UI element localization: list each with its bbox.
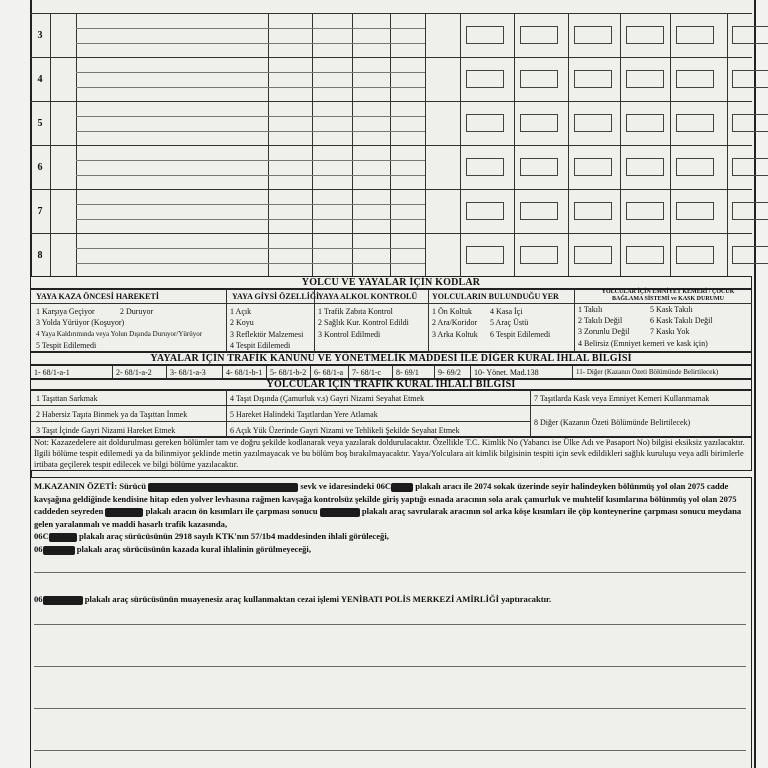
checkbox[interactable] — [676, 158, 714, 176]
belt-2: 2 Takılı Değil — [578, 316, 623, 325]
passenger-violation-5: 5 Hareket Halindeki Taşıtlardan Yere Atlamak — [230, 410, 378, 419]
law-code: 4- 68/1-b-1 — [226, 368, 263, 377]
pre-accident-5: 5 Tespit Edilemedi — [36, 341, 97, 350]
row-number: 6 — [37, 162, 43, 173]
belt-header: YOLCULAR İÇİN EMNİYET KEMERİ / ÇOCUK BAĞLAMA SİSTEMİ ve KASK DURUMU — [601, 289, 735, 302]
checkbox[interactable] — [732, 202, 768, 220]
grid-row — [30, 189, 752, 234]
seat-5: 5 Araç Üstü — [490, 318, 529, 327]
law-code: 8- 69/1 — [396, 368, 419, 377]
law-code: 10- Yönet. Mad.138 — [474, 368, 539, 377]
seat-header: YOLCULARIN BULUNDUĞU YER — [432, 292, 559, 301]
passenger-violation-6: 6 Açık Yük Üzerinde Gayri Nizami ve Tehlikeli Şekilde Seyahat Etmek — [230, 426, 460, 435]
checkbox[interactable] — [520, 26, 558, 44]
belt-6: 6 Kask Takılı Değil — [650, 316, 713, 325]
checkbox[interactable] — [574, 202, 612, 220]
row-number: 5 — [37, 118, 43, 129]
redacted-plate — [49, 533, 77, 542]
clothing-1: 1 Açık — [230, 307, 252, 316]
redacted-plate — [105, 508, 143, 517]
grid-row — [30, 101, 752, 146]
grid-row — [30, 57, 752, 102]
seat-6: 6 Tespit Edilemedi — [490, 330, 551, 339]
checkbox[interactable] — [676, 114, 714, 132]
checkbox[interactable] — [676, 246, 714, 264]
seat-4: 4 Kasa İçi — [490, 307, 523, 316]
checkbox[interactable] — [626, 70, 664, 88]
grid-row — [30, 233, 752, 278]
alcohol-2: 2 Sağlık Kur. Kontrol Edildi — [318, 318, 409, 327]
passenger-violation-8: 8 Diğer (Kazanın Özeti Bölümünde Belirtilecek) — [534, 418, 691, 427]
law-code: 1- 68/1-a-1 — [34, 368, 70, 377]
passenger-violation-2: 2 Habersiz Taşıta Binmek ya da Taşıttan İnmek — [36, 410, 188, 419]
alcohol-header: YAYA ALKOL KONTROLÜ — [318, 292, 418, 301]
checkbox[interactable] — [466, 202, 504, 220]
grid-row — [30, 145, 752, 190]
seat-1: 1 Ön Koltuk — [432, 307, 472, 316]
checkbox[interactable] — [732, 158, 768, 176]
pre-accident-3: 3 Yolda Yürüyor (Koşuyor) — [36, 318, 125, 327]
checkbox[interactable] — [466, 246, 504, 264]
redacted-plate — [43, 596, 83, 605]
summary-title: M.KAZANIN ÖZETİ: — [34, 481, 118, 491]
codes-title: YOLCU VE YAYALAR İÇİN KODLAR — [301, 277, 481, 288]
clothing-4: 4 Tespit Edilemedi — [230, 341, 291, 350]
belt-5: 5 Kask Takılı — [650, 305, 693, 314]
row-number: 4 — [37, 74, 43, 85]
checkbox[interactable] — [732, 70, 768, 88]
passenger-title: YOLCULAR İÇİN TRAFİK KURAL İHLALİ BİLGİSİ — [266, 379, 516, 390]
checkbox[interactable] — [676, 70, 714, 88]
pre-accident-header: YAYA KAZA ÖNCESİ HAREKETİ — [36, 292, 159, 301]
checkbox[interactable] — [520, 114, 558, 132]
redacted-plate — [320, 508, 360, 517]
law-code: 2- 68/1-a-2 — [116, 368, 152, 377]
checkbox[interactable] — [626, 158, 664, 176]
passenger-violation-3: 3 Taşıt İçinde Gayri Nizami Hareket Etmek — [36, 426, 176, 435]
row-number: 3 — [37, 30, 43, 41]
pre-accident-1: 1 Karşıya Geçiyor — [36, 307, 95, 316]
pre-accident-4: 4 Yaya Kaldırımında veya Yolun Dışında Duruyor/Yürüyor — [36, 330, 203, 338]
checkbox[interactable] — [676, 202, 714, 220]
checkbox[interactable] — [574, 246, 612, 264]
law-code: 5- 68/1-b-2 — [270, 368, 307, 377]
redacted-name — [148, 483, 298, 492]
checkbox[interactable] — [626, 114, 664, 132]
note-text: Not: Kazazedelere ait doldurulması gereken bölümler tam ve doğru şekilde kodlanarak veya yazılarak doldurulacaktır. Özellikle T.C. Kimlik No (Yabancı ise Ülke Adı ve Pasaport No) bilgisi eksiksiz yazılacaktır. İlgili bölüme tespit edilemedi ya da bilinmiyor şeklinde metin yazılmayacak ve bu bölüm boş bırakılmayacaktır. Yaya/Yolculara ait kimlik bilgisinin tespiti için sevk edildikleri sağlık kuruluşu veya adli birimlerle irtibata geçilerek tespit edilecek ve bilgi bölüme yazılacaktır. — [34, 438, 745, 469]
belt-3: 3 Zorunlu Değil — [578, 327, 630, 336]
redacted-plate — [43, 546, 75, 555]
checkbox[interactable] — [466, 26, 504, 44]
law-title: YAYALAR İÇİN TRAFİK KANUNU VE YÖNETMELİK MADDESİ İLE DİĞER KURAL İHLAL BİLGİSİ — [150, 353, 632, 364]
clothing-3: 3 Reflektör Malzemesi — [230, 330, 304, 339]
checkbox[interactable] — [732, 246, 768, 264]
seat-3: 3 Arka Koltuk — [432, 330, 478, 339]
law-code: 11- Diğer (Kazanın Özeti Bölümünde Belirtilecek) — [576, 368, 719, 376]
passenger-violation-7: 7 Taşıtlarda Kask veya Emniyet Kemeri Kullanmamak — [534, 394, 710, 403]
checkbox[interactable] — [520, 158, 558, 176]
checkbox[interactable] — [574, 70, 612, 88]
belt-1: 1 Takılı — [578, 305, 603, 314]
checkbox[interactable] — [574, 158, 612, 176]
checkbox[interactable] — [574, 26, 612, 44]
law-code: 7- 68/1-c — [352, 368, 382, 377]
accident-summary: M.KAZANIN ÖZETİ: Sürücü sevk ve idaresindeki 06C plakalı aracı ile 2074 sokak üzerinde seyir halindeyken bölünmüş yol olan 2075 cadde kavşağına geldiğinde kendisine hitap eden yolver levhasına rağmen kavşağa kontrolsüz şekilde giriş yaptığı esnada aracının sola arak çamurluk ve muhtelif kısımlarına bölünmüş yol olan 2075 caddeden seyreden plakalı aracın ön kısımları ile çarpması sonucu plakalı araç savrularak aracının sol arka köşe kısımları ile çöp konteynerine çarpması sonucu meydana gelen yaralanmalı ve maddi hasarlı trafik kazasında, 06C plakalı araç sürücüsünün 2918 sayılı KTK'nın 57/1b4 maddesinden ihlali görüleceği, 06 plakalı araç sürücüsünün kazada kural ihlalinin görülmeyeceği, 06 plakalı araç sürücüsünün muayenesiz araç kullanmaktan cezai işlemi YENİBATI POLİS MERKEZİ AMİRLİĞİ yaptıracaktır. — [34, 481, 742, 605]
passenger-violation-4: 4 Taşıt Dışında (Çamurluk v.s) Gayri Nizami Seyahat Etmek — [230, 394, 425, 403]
grid-row — [30, 13, 752, 58]
checkbox[interactable] — [732, 26, 768, 44]
alcohol-1: 1 Trafik Zabıta Kontrol — [318, 307, 393, 316]
pre-accident-2: 2 Duruyor — [120, 307, 154, 316]
checkbox[interactable] — [466, 114, 504, 132]
checkbox[interactable] — [520, 70, 558, 88]
seat-2: 2 Ara/Koridor — [432, 318, 478, 327]
checkbox[interactable] — [626, 26, 664, 44]
law-code: 3- 68/1-a-3 — [170, 368, 206, 377]
row-number: 8 — [37, 250, 43, 261]
checkbox[interactable] — [466, 158, 504, 176]
clothing-header: YAYA GİYSİ ÖZELLİĞİ — [232, 292, 320, 301]
law-code: 9- 69/2 — [438, 368, 461, 377]
row-number: 7 — [37, 206, 43, 217]
belt-4: 4 Belirsiz (Emniyet kemeri ve kask için) — [578, 339, 708, 348]
belt-7: 7 Kaskı Yok — [650, 327, 690, 336]
redacted-plate — [391, 483, 413, 492]
checkbox[interactable] — [520, 246, 558, 264]
checkbox[interactable] — [574, 114, 612, 132]
law-code: 6- 68/1-a — [314, 368, 344, 377]
clothing-2: 2 Koyu — [230, 318, 254, 327]
checkbox[interactable] — [466, 70, 504, 88]
alcohol-3: 3 Kontrol Edilmedi — [318, 330, 381, 339]
checkbox[interactable] — [732, 114, 768, 132]
checkbox[interactable] — [626, 246, 664, 264]
checkbox[interactable] — [676, 26, 714, 44]
passenger-violation-1: 1 Taşıttan Sarkmak — [36, 394, 98, 403]
checkbox[interactable] — [626, 202, 664, 220]
checkbox[interactable] — [520, 202, 558, 220]
